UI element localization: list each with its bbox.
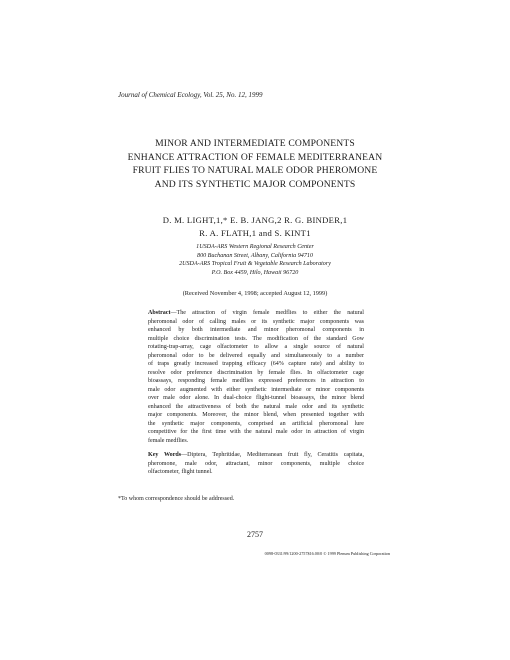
keywords-line: pheromone, male odor, attractant, minor components, multiple choice: [148, 460, 364, 467]
title-line: FRUIT FLIES TO NATURAL MALE ODOR PHEROMONE: [132, 165, 378, 176]
affiliations: [130, 243, 380, 277]
abstract-heading: Abstract: [148, 310, 171, 316]
abstract-line: major components. Moreover, the minor blend, when presented together with: [148, 412, 364, 418]
affiliation-line: 800 Buchanan Street, Albany, California 94710: [197, 252, 313, 259]
author-list: [150, 214, 360, 240]
author-line: D. M. LIGHT,1,* E. B. JANG,2 R. G. BINDER,1: [162, 215, 348, 225]
received-dates: (Received November 4, 1998; accepted August 12, 1999): [182, 290, 328, 297]
affiliation-line: P.O. Box 4459, Hilo, Hawaii 96720: [211, 269, 299, 276]
abstract-line: the synthetic major components, comprised an artificial pheromonal lure: [148, 420, 364, 427]
abstract-line: pheromonal odor to be delivered equally and simultaneously to a number: [148, 352, 364, 359]
abstract-line: multiple choice discrimination tests. The modification of the standard Gow: [148, 335, 364, 342]
affiliation-line: 2USDA-ARS Tropical Fruit & Vegetable Research Laboratory: [179, 261, 331, 268]
abstract-line: resolve odor preference discrimination by female flies. In olfactometer cage: [148, 369, 364, 376]
keywords-line: olfactometer, flight tunnel.: [148, 469, 213, 475]
abstract-line-text: —The attraction of virgin female medflies to either the natural: [170, 310, 364, 316]
title-line: MINOR AND INTERMEDIATE COMPONENTS: [155, 138, 355, 149]
key-words: [148, 451, 364, 477]
page-number: 2757: [247, 530, 263, 539]
keywords-line: [148, 451, 364, 460]
abstract-line: enhanced by both intermediate and minor pheromonal components in: [148, 327, 364, 333]
title-line: ENHANCE ATTRACTION OF FEMALE MEDITERRANEAN: [127, 151, 383, 163]
abstract-line: male odor augmented with either synthetic intermediate or minor components: [148, 386, 364, 393]
abstract-line: over male odor alone. In dual-choice flight-tunnel bioassays, the minor blend: [148, 395, 364, 401]
journal-citation: Journal of Chemical Ecology, Vol. 25, No. 12, 1999: [118, 91, 263, 99]
abstract-line: bioassays, responding female medflies expressed preferences in attraction to: [148, 378, 364, 384]
article-title: [105, 137, 405, 191]
abstract-line: pheromonal odor of calling males or its synthetic major components was: [148, 318, 364, 325]
author-line: R. A. FLATH,1 and S. KINT1: [199, 228, 311, 238]
abstract-line: [148, 309, 364, 318]
keywords-heading: Key Words: [148, 452, 182, 458]
correspondence-footnote: *To whom correspondence should be addressed.: [118, 496, 235, 502]
abstract-line: of traps greatly increased trapping efficacy (64% capture rate) and ability to: [148, 361, 364, 367]
abstract-line: enhanced the attractiveness of both the natural male odor and its synthetic: [148, 403, 364, 410]
abstract-line: competitive for the first time with the natural male odor in attraction of virgin: [148, 429, 364, 435]
abstract-line: rotating-trap-array, cage olfactometer to allow a single source of natural: [148, 344, 364, 350]
affiliation-line: 1USDA-ARS Western Regional Research Center: [196, 244, 314, 250]
copyright-line: 0098-0331/99/1200-2757$16.00/0 © 1999 Plenum Publishing Corporation: [264, 551, 390, 556]
title-line: AND ITS SYNTHETIC MAJOR COMPONENTS: [154, 178, 356, 190]
abstract-line: female medflies.: [148, 437, 189, 444]
keywords-line-text: —Diptera, Tephritidae, Mediterranean fruit fly, Ceratitis capitata,: [181, 452, 364, 458]
abstract: [148, 309, 364, 445]
